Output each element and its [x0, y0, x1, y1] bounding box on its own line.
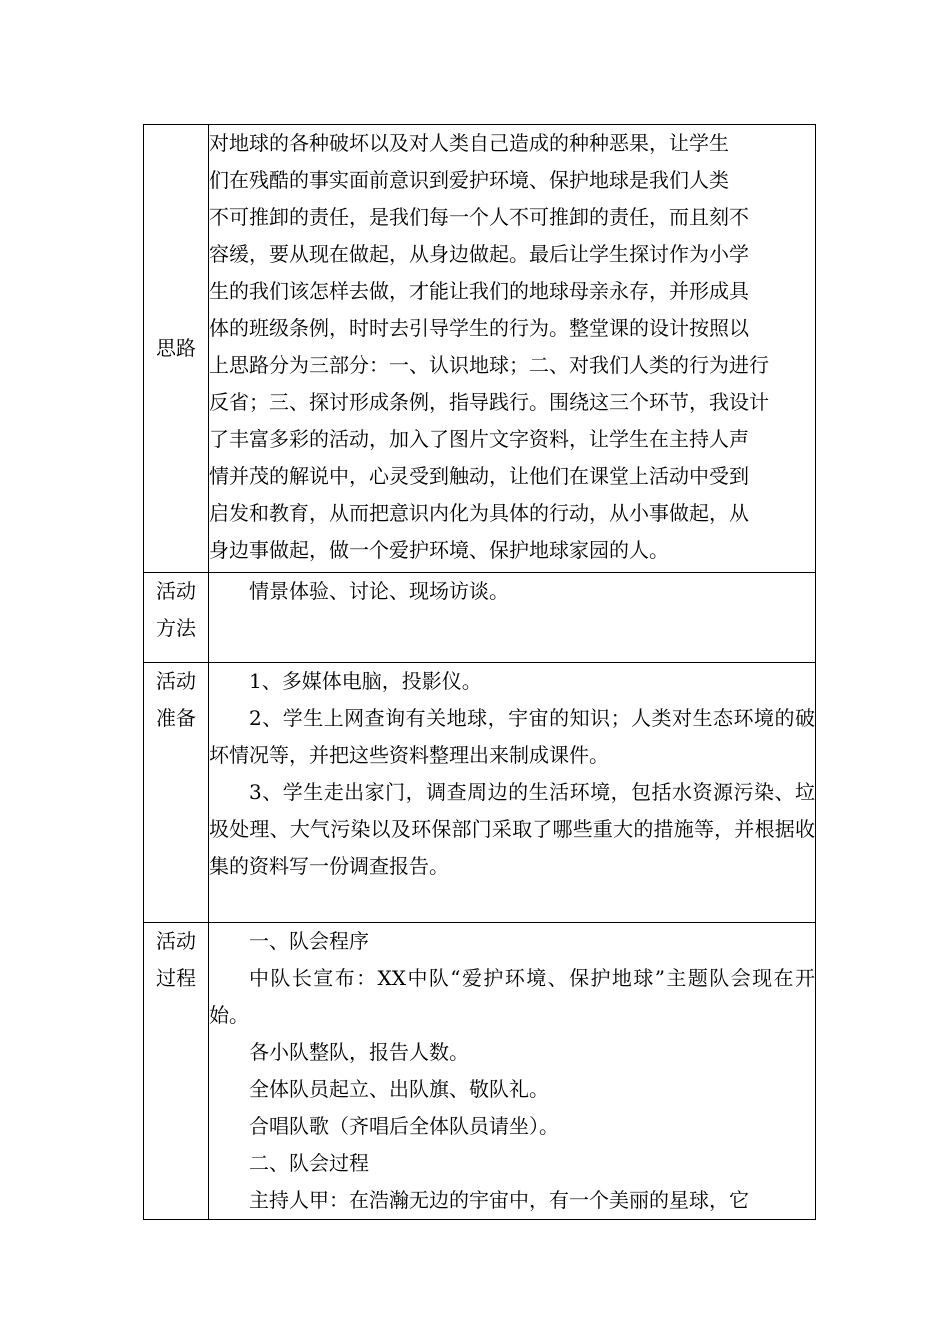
label-zhunbei	[144, 663, 209, 923]
content-guocheng	[209, 923, 816, 1220]
guocheng-paragraph: 全体队员起立、出队旗、敬队礼。	[249, 1077, 549, 1101]
row-guocheng	[144, 923, 816, 1220]
row-silu	[144, 125, 816, 573]
silu-line: 体的班级条例，时时去引导学生的行为。整堂课的设计按照以	[209, 316, 749, 340]
label-guocheng-line1: 活动	[156, 929, 196, 953]
guocheng-heading-2: 二、队会过程	[249, 1151, 369, 1175]
row-fangfa	[144, 573, 816, 663]
zhunbei-item-3: 3、学生走出家门，调查周边的生活环境，包括水资源污染、垃圾处理、大气污染以及环保部门采取了哪些重大的措施等，并根据收集的资料写一份调查报告。	[209, 780, 815, 878]
silu-line: 生的我们该怎样去做，才能让我们的地球母亲永存，并形成具	[209, 279, 749, 303]
label-silu	[144, 125, 209, 573]
silu-line: 了丰富多彩的活动，加入了图片文字资料，让学生在主持人声	[209, 427, 749, 451]
silu-line: 身边事做起，做一个爱护环境、保护地球家园的人。	[209, 538, 669, 562]
silu-line: 不可推卸的责任，是我们每一个人不可推卸的责任，而且刻不	[209, 205, 749, 229]
label-silu-text: 思路	[156, 336, 196, 360]
label-zhunbei-line1: 活动	[156, 669, 196, 693]
silu-line: 启发和教育，从而把意识内化为具体的行动，从小事做起，从	[209, 501, 749, 525]
guocheng-heading-1: 一、队会程序	[249, 929, 369, 953]
silu-line: 反省；三、探讨形成条例，指导践行。围绕这三个环节，我设计	[209, 390, 769, 414]
guocheng-paragraph: 各小队整队，报告人数。	[249, 1040, 469, 1064]
row-zhunbei	[144, 663, 816, 923]
silu-line: 容缓，要从现在做起，从身边做起。最后让学生探讨作为小学	[209, 242, 749, 266]
label-guocheng	[144, 923, 209, 1220]
guocheng-paragraph: 合唱队歌（齐唱后全体队员请坐）。	[249, 1114, 559, 1138]
label-fangfa	[144, 573, 209, 663]
zhunbei-item-1: 1、多媒体电脑，投影仪。	[249, 669, 482, 693]
silu-line: 情并茂的解说中，心灵受到触动，让他们在课堂上活动中受到	[209, 464, 749, 488]
label-fangfa-line2: 方法	[156, 616, 196, 640]
label-fangfa-line1: 活动	[156, 579, 196, 603]
zhunbei-item-2: 2、学生上网查询有关地球，宇宙的知识；人类对生态环境的破坏情况等，并把这些资料整理出来制成课件。	[209, 706, 815, 767]
guocheng-paragraph: 主持人甲：在浩瀚无边的宇宙中，有一个美丽的星球，它	[249, 1188, 749, 1212]
silu-line: 们在残酷的事实面前意识到爱护环境、保护地球是我们人类	[209, 168, 729, 192]
guocheng-paragraph: 中队长宣布：XX中队“爱护环境、保护地球”主题队会现在开始。	[209, 966, 815, 1027]
silu-line: 对地球的各种破坏以及对人类自己造成的种种恶果，让学生	[209, 131, 729, 155]
label-zhunbei-line2: 准备	[156, 706, 196, 730]
activity-plan-table	[143, 124, 816, 1220]
label-guocheng-line2: 过程	[156, 966, 196, 990]
content-fangfa	[209, 573, 816, 663]
content-silu	[209, 125, 816, 573]
fangfa-text: 情景体验、讨论、现场访谈。	[249, 579, 509, 603]
silu-line: 上思路分为三部分：一、认识地球；二、对我们人类的行为进行	[209, 353, 769, 377]
content-zhunbei	[209, 663, 816, 923]
